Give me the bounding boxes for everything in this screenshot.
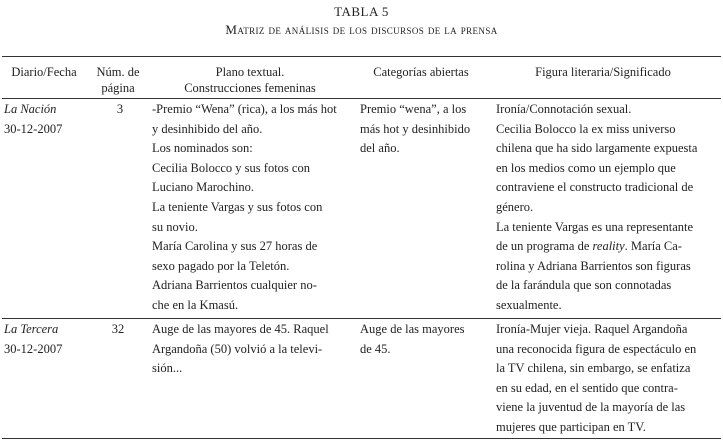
top-rule (2, 56, 721, 57)
reality-term: reality (592, 239, 625, 254)
row2-fecha: 30-12-2007 (4, 342, 63, 356)
header-plano-textual: Plano textual. Construcciones femeninas (184, 65, 316, 95)
row1-diario: La Nación (4, 102, 57, 116)
table-title: TABLA 5 (334, 4, 389, 19)
header-figura: Figura literaria/Significado (535, 65, 671, 79)
row1-categorias: Premio “wena”, a los más hot y desinhibido del año. (360, 102, 471, 156)
row2-categorias: Auge de las mayores de 45. (360, 322, 465, 356)
header-diario-fecha: Diario/Fecha (11, 65, 77, 79)
row2-diario: La Tercera (4, 322, 59, 336)
row1-fecha: 30-12-2007 (4, 122, 63, 136)
header-rule (2, 98, 721, 99)
bottom-rule (2, 438, 721, 439)
row1-plano: -Premio “Wena” (rica), a los más hot y desinhibido del año. Los nominados son: Cecilia Bolocco y sus fotos con Luciano Marochino. La teniente Vargas y sus fotos con su novio. María Carolina y sus 27 horas de sexo pagado por la Teletón. Adriana Barrientos cualquier no- che en la Kmasú. (152, 102, 337, 312)
table-subtitle: Matriz de análisis de los discursos de la prensa (225, 22, 498, 37)
header-num-pagina: Núm. de página (96, 65, 140, 95)
row2-pagina: 32 (111, 322, 125, 336)
row2-figura: Ironía-Mujer vieja. Raquel Argandoña una reconocida figura de espectáculo en la TV chilena, sin embargo, se enfatiza en su edad, en el sentido que contra- viene la juventud de la mayoría de las mujeres que participan en TV. (496, 322, 697, 434)
header-categorias: Categorías abiertas (373, 65, 469, 79)
row2-plano: Auge de las mayores de 45. Raquel Argandoña (50) volvió a la televi- sión... (152, 322, 329, 376)
row-separator (2, 318, 721, 319)
row1-pagina: 3 (116, 102, 124, 116)
row1-figura: Ironía/Connotación sexual. Cecilia Bolocco la ex miss universo chilena que ha sido largamente expuesta en los medios como un ejemplo que contraviene el constructo tradicional de género. La teniente Vargas es una representante de un programa de reality. María Ca- rolina y Adriana Barrientos son figuras de la farándula que son connotadas sexualmente. (496, 102, 698, 312)
